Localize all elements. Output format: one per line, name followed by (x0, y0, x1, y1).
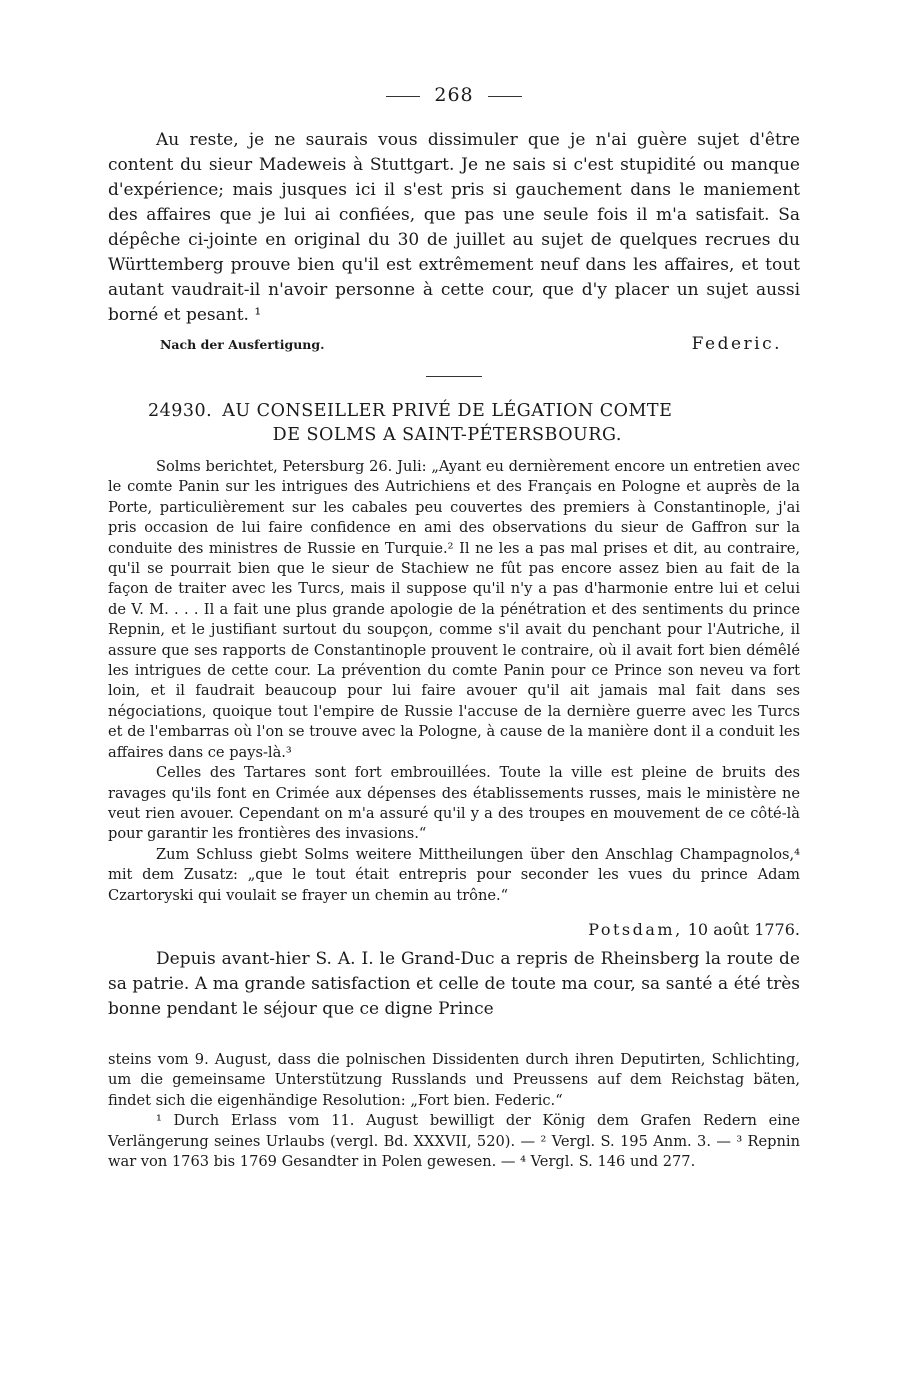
source-note: Nach der Ausfertigung. (160, 337, 325, 352)
letter-body: Depuis avant-hier S. A. I. le Grand-Duc a repris de Rheinsberg la route de sa patrie. A ma grande satisfaction et celle de toute ma cour, sa santé a été très bonne pendant le séjour que ce digne Prince (108, 948, 800, 1019)
page-header (108, 84, 800, 106)
dateline (108, 920, 800, 939)
page-number: 268 (434, 84, 474, 106)
dateline-place: Potsdam, (588, 919, 683, 939)
dateline-date: 10 août 1776. (687, 919, 800, 939)
summary-paragraph-3: Zum Schluss giebt Solms weitere Mittheilungen über den Anschlag Champagnolos,⁴ mit dem Zusatz: „que le tout était entrepris pour seconder les vues du prince Adam Czartoryski qui voulait se frayer un chemin au trône.“ (108, 845, 800, 904)
summary-paragraph-1: Solms berichtet, Petersburg 26. Juli: „Ayant eu dernièrement encore un entretien avec le comte Panin sur les intrigues des Autrichiens et des Français en Pologne et auprès de la Porte, particulièrement sur les cabales peu couvertes des premiers à Constantinople, j'ai pris occasion de lui faire confidence en ami des observations du sieur de Gaffron sur la conduite des ministres de Russie en Turquie.² Il ne les a pas mal prises et dit, au contraire, qu'il se pourrait bien que le sieur de Stachiew ne fût pas encore assez bien au fait de la façon de traiter avec les Turcs, mais il suppose qu'il n'y a pas d'harmonie entre lui et celui de V. M. . . . Il a fait une plus grande apologie de la pénétration et des sentiments du prince Repnin, et le justifiant surtout du soupçon, comme s'il avait du penchant pour l'Autriche, il assure que ses rapports de Constantinople prouvent le contraire, où il avait fort bien démêlé les intrigues de cette cour. La prévention du comte Panin pour ce Prince son neveu va fort loin, et il faudrait beaucoup pour lui faire avouer qu'il ait jamais mal fait dans ses négociations, quoique tout l'empire de Russie l'accuse de la dernière guerre avec les Turcs et de l'embarras où l'on se trouve avec la Pologne, à cause de la manière dont il a conduit les affaires dans ce pays-là.³ (108, 458, 800, 761)
header-dash-left (386, 96, 420, 97)
document-title-line2: DE SOLMS A SAINT-PÉTERSBOURG. (272, 425, 622, 445)
signer: Federic. (691, 334, 782, 354)
document-title-line1: AU CONSEILLER PRIVÉ DE LÉGATION COMTE (222, 401, 673, 421)
header-dash-right (488, 96, 522, 97)
document-heading (108, 399, 800, 447)
letter-continuation-text: Au reste, je ne saurais vous dissimuler que je n'ai guère sujet d'être content du sieur Madeweis à Stuttgart. Je ne sais si c'est stupidité ou manque d'expérience; mais jusques ici il s'est pris si gauchement dans le maniement des affaires que je lui ai confiées, que pas une seule fois il m'a satisfait. Sa dépêche ci-jointe en original du 30 de juillet au sujet de quelques recrues du Württemberg prouve bien qu'il est extrêmement neuf dans les affaires, et tout autant vaudrait-il n'avoir personne à cette cour, que d'y placer un sujet aussi borné et pesant. ¹ (108, 130, 800, 325)
book-page (108, 84, 800, 1172)
signature-line (108, 334, 800, 354)
section-divider (426, 376, 482, 377)
document-title (222, 399, 672, 447)
footnote-continuation: steins vom 9. August, dass die polnischen Dissidenten durch ihren Deputirten, Schlichting, um die gemeinsame Unterstützung Russlands und Preussens auf dem Reichstag bäten, findet sich die eigenhändige Resolution: „Fort bien. Federic.“ (108, 1050, 800, 1109)
document-number: 24930. (148, 401, 213, 421)
summary-paragraph-2: Celles des Tartares sont fort embrouillées. Toute la ville est pleine de bruits des ravages qu'ils font en Crimée aux dépenses des établissements russes, mais le ministère ne veut rien avouer. Cependant on m'a assuré qu'il y a des troupes en mouvement de ce côté-là pour garantir les frontières des invasions.“ (108, 764, 800, 843)
footnote-notes: ¹ Durch Erlass vom 11. August bewilligt der König dem Grafen Redern eine Verlängerung seines Urlaubs (vergl. Bd. XXXVII, 520). — ² Vergl. S. 195 Anm. 3. — ³ Repnin war von 1763 bis 1769 Gesandter in Polen gewesen. — ⁴ Vergl. S. 146 und 277. (108, 1112, 800, 1170)
footnotes (108, 1050, 800, 1172)
